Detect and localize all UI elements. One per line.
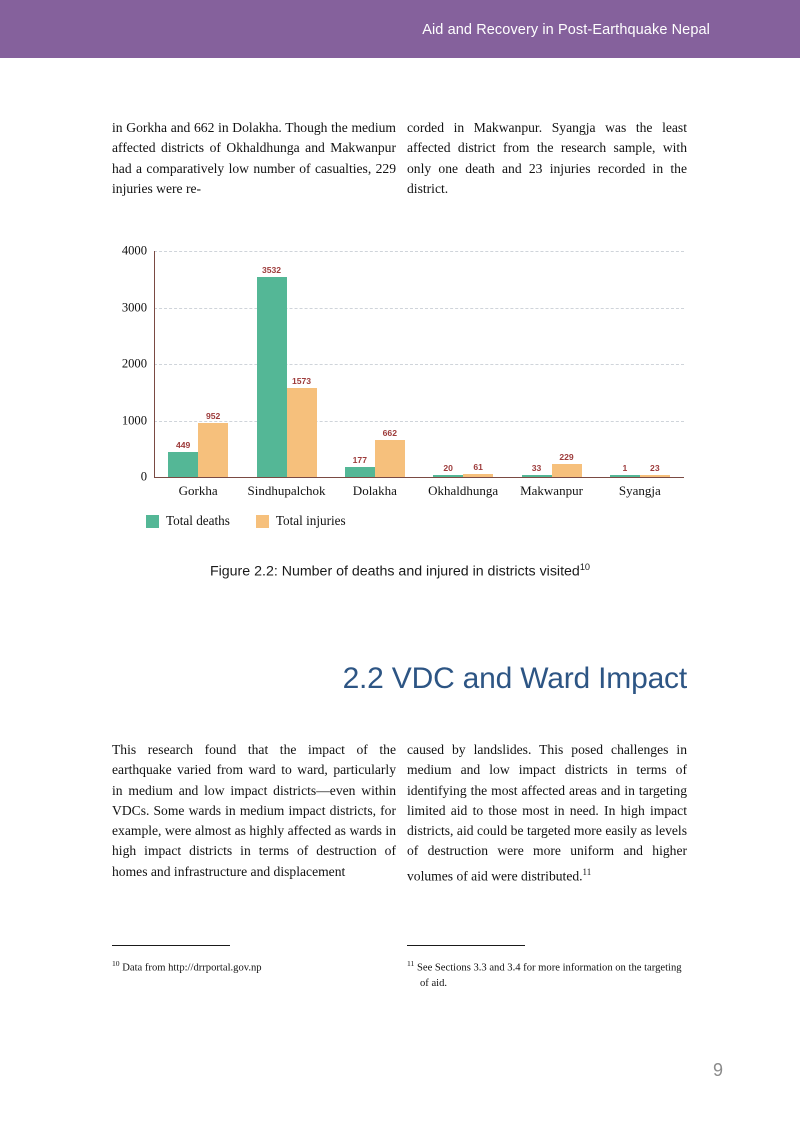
section-heading: 2.2 VDC and Ward Impact	[342, 662, 687, 695]
x-axis-category-label: Sindhupalchok	[247, 483, 326, 498]
bar-value-label: 1	[622, 463, 628, 474]
body-paragraph-bottom-left: This research found that the impact of the earthquake varied from ward to ward, particularly in medium and low impact districts—even within VDCs. Some wards in medium impact districts, for example, were almost as highly affected as wards in high impact districts in terms of destruction of homes and infrastructure and displacement	[112, 742, 396, 879]
bar-sindhupalchok-total-deaths	[257, 277, 287, 477]
x-axis-category-label: Makwanpur	[520, 483, 583, 498]
footnote-11	[407, 956, 688, 992]
y-axis-tick-label: 1000	[121, 413, 147, 427]
bar-gorkha-total-deaths	[168, 452, 198, 477]
legend-swatch-injuries-icon	[256, 515, 269, 528]
bar-value-label: 952	[205, 411, 221, 422]
footnote-rule-left	[112, 945, 230, 946]
body-footnote-marker-11: 11	[582, 866, 592, 877]
x-axis-category-label: Dolakha	[352, 483, 397, 498]
body-paragraph-top-right: corded in Makwanpur. Syangja was the least affected district from the research sample, with only one death and 23 injuries recorded in the district.	[407, 120, 687, 196]
y-axis-tick-label: 0	[140, 469, 147, 484]
body-paragraph-bottom-right	[407, 740, 687, 887]
plot-area	[154, 251, 684, 477]
y-axis-tick-label: 3000	[121, 300, 147, 314]
bar-dolakha-total-deaths	[345, 467, 375, 477]
bar-gorkha-total-injuries	[198, 423, 228, 477]
running-header-band	[0, 0, 800, 58]
footnote-10-text: Data from http://drrportal.gov.np	[122, 962, 262, 974]
bar-value-label: 33	[531, 463, 542, 474]
legend-label-deaths: Total deaths	[166, 513, 230, 528]
legend-item-deaths	[146, 513, 230, 529]
page-number	[0, 1060, 800, 1081]
bar-value-label: 61	[473, 461, 483, 472]
bar-dolakha-total-injuries	[375, 440, 405, 477]
bar-value-label: 662	[382, 427, 397, 438]
legend-label-injuries: Total injuries	[275, 513, 346, 528]
figure-caption-text: Figure 2.2: Number of deaths and injured in districts visited	[209, 563, 580, 580]
footnote-11-marker: 11	[407, 959, 415, 968]
bar-value-label: 449	[175, 439, 191, 450]
legend-swatch-deaths-icon	[146, 515, 159, 528]
y-axis-tick-labels	[112, 243, 154, 484]
x-axis-category-label: Okhaldhunga	[428, 483, 499, 498]
body-paragraph-top-left: in Gorkha and 662 in Dolakha. Though the medium affected districts of Okhaldhunga and Makwanpur had a comparatively low number of casualties, 229 injuries were re-	[112, 120, 396, 196]
x-axis-category-label: Gorkha	[178, 483, 218, 498]
x-axis-category-label: Syangja	[618, 483, 661, 498]
bar-makwanpur-total-injuries	[552, 464, 582, 477]
figure-caption	[0, 562, 800, 580]
footnote-11-text: See Sections 3.3 and 3.4 for more information on the targeting of aid.	[416, 962, 682, 990]
x-axis-line	[154, 477, 684, 478]
bar-sindhupalchok-total-injuries	[287, 388, 317, 477]
gridline	[154, 308, 684, 309]
bar-value-label: 20	[443, 463, 453, 474]
body-paragraph-bottom-right-text: caused by landslides. This posed challenges in medium and low impact districts in terms of identifying the most affected areas and in targeting limited aid to those most in need. In high impact districts, aid could be targeted more easily as levels of destruction were more uniform and higher volumes of aid were distributed.	[407, 742, 687, 884]
bar-value-label: 229	[559, 452, 574, 463]
figure-2-2	[0, 232, 800, 592]
gridline	[154, 364, 684, 365]
footnote-10	[112, 956, 396, 976]
bar-value-label: 1573	[291, 376, 312, 387]
chart-legend	[146, 513, 346, 529]
figure-caption-footnote-marker: 10	[579, 562, 591, 572]
legend-item-injuries	[256, 513, 346, 529]
gridline	[154, 251, 684, 252]
footnote-10-marker: 10	[112, 959, 120, 968]
y-axis-line	[154, 251, 155, 478]
running-header-title: Aid and Recovery in Post-Earthquake Nepal	[422, 22, 710, 38]
y-axis-tick-label: 2000	[121, 356, 147, 371]
page-number-value: 9	[712, 1060, 723, 1080]
bar-chart	[112, 240, 688, 498]
footnote-rule-right	[407, 945, 525, 946]
bar-value-label: 3532	[261, 265, 282, 276]
y-axis-tick-label: 4000	[121, 243, 147, 258]
bar-value-label: 177	[352, 454, 367, 465]
bar-value-label: 23	[650, 463, 660, 474]
gridline	[154, 421, 684, 422]
